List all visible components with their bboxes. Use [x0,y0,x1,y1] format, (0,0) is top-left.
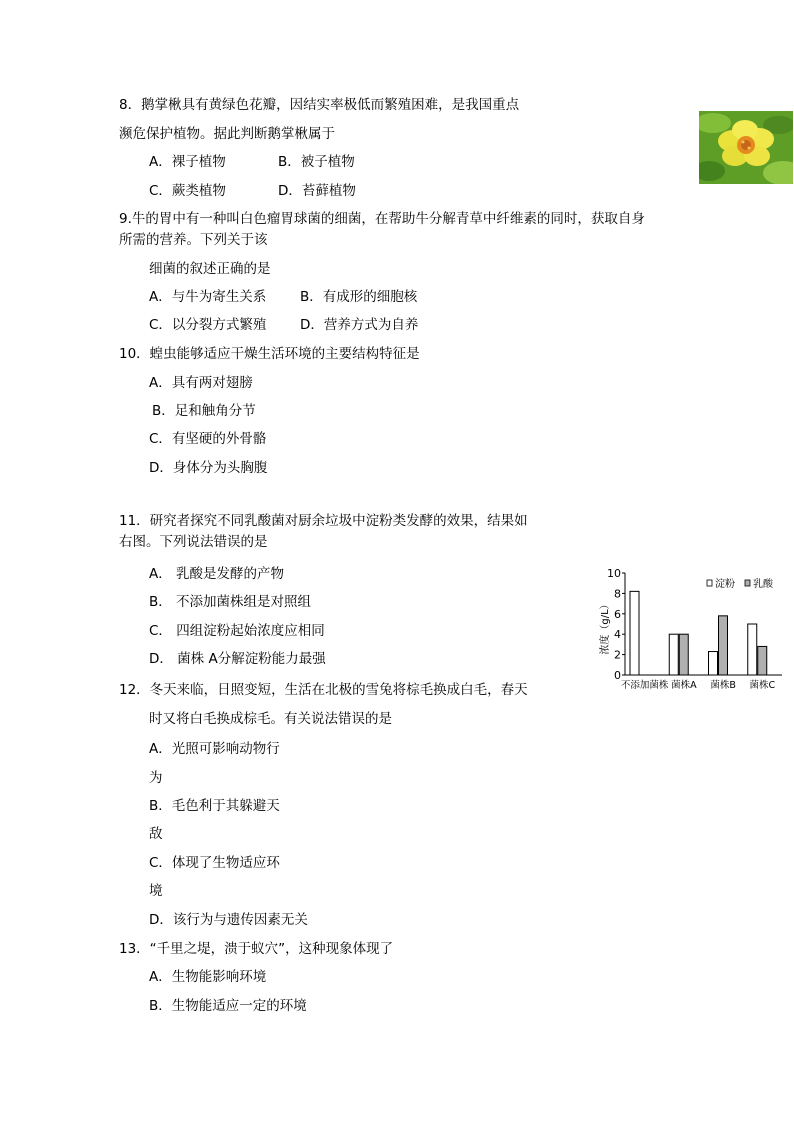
q13-stem: 13．“千里之堤，溃于蚁穴”，这种现象体现了 [119,941,394,957]
bar-淀粉-菌株C [748,624,757,675]
tulip-tree-flower-icon [699,111,793,184]
q10-option-d: D．身体分为头胸腹 [149,460,268,476]
y-tick-label: 6 [614,607,621,621]
q12-option-d: D．该行为与遗传因素无关 [149,912,308,928]
q9-option-c: C．以分裂方式繁殖 [149,317,267,333]
q12-option-a-line1: A．光照可影响动物行 [149,741,280,757]
bar-淀粉-不添加菌株 [630,591,639,675]
legend-swatch-乳酸 [745,580,750,586]
q8-stem-line1: 8．鹅掌楸具有黄绿色花瓣，因结实率极低而繁殖困难，是我国重点 [119,97,520,113]
q11-stem-line2: 右图。下列说法错误的是 [119,534,268,550]
y-tick-label: 10 [607,567,621,580]
q11-stem-line1: 11．研究者探究不同乳酸菌对厨余垃圾中淀粉类发酵的效果，结果如 [119,513,528,529]
q9-stem-line2: 所需的营养。下列关于该 [119,232,268,248]
q10-option-a: A．具有两对翅膀 [149,375,253,391]
q11-option-d: D． 菌株 A分解淀粉能力最强 [149,651,326,667]
q8-option-b: B．被子植物 [278,154,355,170]
q13-option-a: A．生物能影响环境 [149,969,267,985]
y-tick-label: 4 [614,628,621,642]
x-tick-label: 菌株B [710,680,736,691]
y-tick-label: 8 [614,587,621,601]
bar-乳酸-菌株C [758,646,767,675]
q8-option-d: D．苔藓植物 [278,183,356,199]
q8-option-a: A．裸子植物 [149,154,226,170]
q12-option-c-line2: 境 [149,883,163,899]
flower-photo [699,111,793,184]
legend-label-淀粉: 淀粉 [715,579,735,590]
q10-stem: 10．蝗虫能够适应干燥生活环境的主要结构特征是 [119,346,420,362]
q9-stem-line1: 9.牛的胃中有一种叫白色瘤胃球菌的细菌，在帮助牛分解青草中纤维素的同时，获取自身 [119,211,645,227]
bar-淀粉-菌株A [669,634,678,675]
q12-stem-line1: 12．冬天来临，日照变短，生活在北极的雪兔将棕毛换成白毛，春天 [119,682,528,698]
q11-option-c: C． 四组淀粉起始浓度应相同 [149,623,325,639]
x-tick-label: 菌株A [671,680,697,691]
q9-option-a: A．与牛为寄生关系 [149,289,267,305]
q13-option-b: B．生物能适应一定的环境 [149,998,307,1014]
bar-乳酸-菌株B [719,616,728,675]
q12-option-a-line2: 为 [149,770,163,786]
bar-chart-svg [596,565,786,695]
q10-option-c: C．有坚硬的外骨骼 [149,431,267,447]
q9-stem-line3: 细菌的叙述正确的是 [149,261,271,277]
q12-stem-line2: 时又将白毛换成棕毛。有关说法错误的是 [149,711,392,727]
q10-option-b: B．足和触角分节 [152,403,256,419]
y-tick-label: 0 [614,669,621,682]
q9-option-b: B．有成形的细胞核 [300,289,418,305]
q11-option-b: B． 不添加菌株组是对照组 [149,594,312,610]
bar-淀粉-菌株B [709,652,718,675]
x-tick-label: 不添加菌株 [620,680,669,691]
x-tick-label: 菌株C [749,680,776,691]
bar-乳酸-菌株A [679,634,688,675]
y-axis-label: 浓度（g/L） [600,599,611,655]
q8-option-c: C．蕨类植物 [149,183,226,199]
q11-option-a: A． 乳酸是发酵的产物 [149,566,285,582]
q8-stem-line2: 濒危保护植物。据此判断鹅掌楸属于 [119,126,335,142]
q9-option-d: D．营养方式为自养 [300,317,419,333]
legend-label-乳酸: 乳酸 [753,579,773,590]
y-tick-label: 2 [614,648,621,662]
q12-option-b-line1: B．毛色利于其躲避天 [149,798,280,814]
legend-swatch-淀粉 [707,580,712,586]
q12-option-c-line1: C．体现了生物适应环 [149,855,280,871]
q11-bar-chart [596,565,786,695]
q12-option-b-line2: 敌 [149,826,163,842]
